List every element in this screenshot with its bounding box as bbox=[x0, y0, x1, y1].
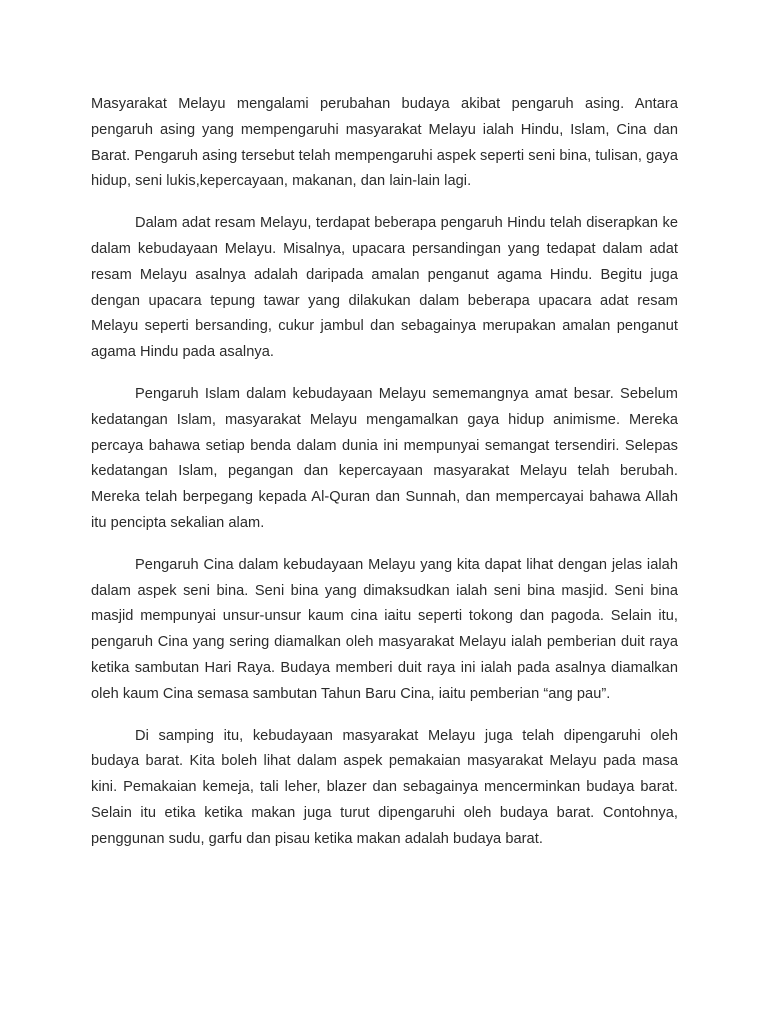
paragraph-hindu-influence: Dalam adat resam Melayu, terdapat beberapa pengaruh Hindu telah diserapkan ke dalam kebudayaan Melayu. Misalnya, upacara persandingan yang tedapat dalam adat resam Melayu asalnya adalah daripada amalan penganut agama Hindu. Begitu juga dengan upacara tepung tawar yang dilakukan dalam beberapa upacara adat resam Melayu seperti bersanding, cukur jambul dan sebagainya merupakan amalan penganut agama Hindu pada asalnya. bbox=[91, 215, 678, 361]
paragraph-intro: Masyarakat Melayu mengalami perubahan budaya akibat pengaruh asing. Antara pengaruh asing yang mempengaruhi masyarakat Melayu ialah Hindu, Islam, Cina dan Barat. Pengaruh asing tersebut telah mempengaruhi aspek seperti seni bina, tulisan, gaya hidup, seni lukis,kepercayaan, makanan, dan lain-lain lagi. bbox=[91, 96, 678, 190]
document-body bbox=[91, 92, 678, 869]
paragraph-western-influence: Di samping itu, kebudayaan masyarakat Melayu juga telah dipengaruhi oleh budaya barat. Kita boleh lihat dalam aspek pemakaian masyarakat Melayu pada masa kini. Pemakaian kemeja, tali leher, blazer dan sebagainya mencerminkan budaya barat. Selain itu etika ketika makan juga turut dipengaruhi oleh budaya barat. Contohnya, penggunan sudu, garfu dan pisau ketika makan adalah budaya barat. bbox=[91, 727, 678, 847]
paragraph-islam-influence: Pengaruh Islam dalam kebudayaan Melayu sememangnya amat besar. Sebelum kedatangan Islam, masyarakat Melayu mengamalkan gaya hidup animisme. Mereka percaya bahawa setiap benda dalam dunia ini mempunyai semangat tersendiri. Selepas kedatangan Islam, pegangan dan kepercayaan masyarakat Melayu telah berubah. Mereka telah berpegang kepada Al-Quran dan Sunnah, dan mempercayai bahawa Allah itu pencipta sekalian alam. bbox=[91, 385, 678, 531]
paragraph-chinese-influence: Pengaruh Cina dalam kebudayaan Melayu yang kita dapat lihat dengan jelas ialah dalam aspek seni bina. Seni bina yang dimaksudkan ialah seni bina masjid. Seni bina masjid mempunyai unsur-unsur kaum cina iaitu seperti tokong dan pagoda. Selain itu, pengaruh Cina yang sering diamalkan oleh masyarakat Melayu ialah pemberian duit raya ketika sambutan Hari Raya. Budaya memberi duit raya ini ialah pada asalnya diamalkan oleh kaum Cina semasa sambutan Tahun Baru Cina, iaitu pemberian “ang pau”. bbox=[91, 556, 678, 702]
